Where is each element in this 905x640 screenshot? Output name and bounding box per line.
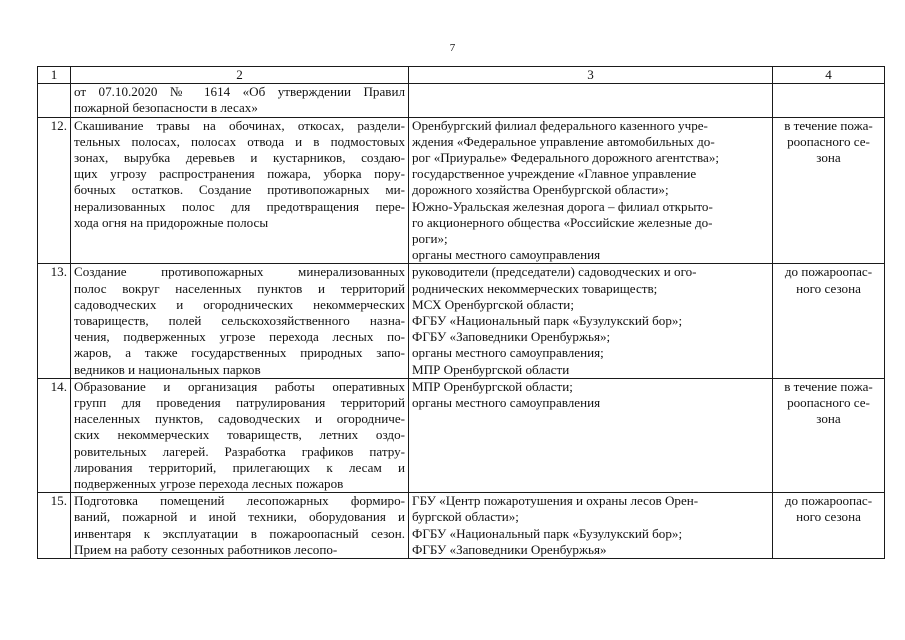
row-number: 13.: [38, 264, 71, 378]
responsible-cell: [409, 493, 773, 559]
responsible-cell-line: ждения «Федеральное управление автомобильных до-: [412, 133, 715, 149]
responsible-cell-line: ФГБУ «Заповедники Оренбуржья»;: [412, 329, 611, 345]
row-number: 12.: [38, 117, 71, 264]
activity-cell: [71, 264, 409, 378]
activity-cell: [71, 493, 409, 559]
term-cell: [773, 493, 885, 559]
responsible-cell-line: Южно-Уральская железная дорога – филиал открыто-: [412, 198, 713, 214]
activity-cell-line: населенных пунктов, садоводческих и огородниче-: [74, 411, 405, 427]
activity-cell-line: щих угрозу распространения пожара, уборка пору-: [74, 166, 405, 182]
responsible-cell-line: ФГБУ «Национальный парк «Бузулукский бор»;: [412, 525, 683, 541]
responsible-cell-line: бургской области»;: [412, 509, 519, 525]
activity-cell-line: Скашивание травы на обочинах, откосах, раздели-: [74, 117, 405, 133]
activity-cell-line: ских некоммерческих товариществ, летних оздо-: [74, 427, 405, 443]
responsible-cell-line: государственное учреждение «Главное управление: [412, 166, 697, 182]
responsible-cell-line: МПР Оренбургской области: [412, 361, 570, 377]
row-number: 14.: [38, 378, 71, 492]
term-cell-line: до пожароопас-: [784, 493, 873, 509]
activity-cell-line: лирования территорий, прилегающих к лесам и: [74, 459, 405, 475]
header-cell: 4: [773, 67, 885, 84]
responsible-cell-line: роднических некоммерческих товариществ;: [412, 280, 658, 296]
term-cell: [773, 84, 885, 117]
responsible-cell-line: органы местного самоуправления: [412, 395, 601, 411]
activity-cell-line: Прием на работу сезонных работников лесопо-: [74, 541, 338, 557]
activity-cell-line: тельных полосах, полосах отвода и в подмостовых: [74, 133, 405, 149]
activity-cell-line: пожарной безопасности в лесах»: [74, 100, 258, 116]
responsible-cell-line: ФГБУ «Национальный парк «Бузулукский бор»;: [412, 313, 683, 329]
activity-cell: [71, 84, 409, 117]
term-cell-line: в течение пожа-: [784, 117, 873, 133]
term-cell-line: ного сезона: [796, 509, 861, 525]
header-cell: 2: [71, 67, 409, 84]
activity-cell-line: хода огня на придорожные полосы: [74, 214, 269, 230]
activity-cell-line: Подготовка помещений лесопожарных формиро-: [74, 493, 405, 509]
responsible-cell-line: органы местного самоуправления;: [412, 345, 604, 361]
activity-cell-line: инвентаря к эксплуатации в пожароопасный сезон.: [74, 525, 405, 541]
responsible-cell-line: МСХ Оренбургской области;: [412, 296, 574, 312]
responsible-cell: [409, 84, 773, 117]
header-cell: 1: [38, 67, 71, 84]
row-number: [38, 84, 71, 117]
responsible-cell-line: руководители (председатели) садоводческих и ого-: [412, 264, 697, 280]
activity-cell-line: Создание противопожарных минерализованных: [74, 264, 405, 280]
table-row: [38, 117, 885, 264]
responsible-cell-line: ФГБУ «Заповедники Оренбуржья»: [412, 541, 607, 557]
responsible-cell-line: Оренбургский филиал федерального казенного учре-: [412, 117, 708, 133]
measures-table: [37, 66, 885, 559]
responsible-cell-line: органы местного самоуправления: [412, 247, 601, 263]
activity-cell-line: бочных остатков. Создание противопожарных ми-: [74, 182, 405, 198]
term-cell-line: ного сезона: [796, 280, 861, 296]
term-cell: [773, 264, 885, 378]
responsible-cell-line: роги»;: [412, 231, 448, 247]
activity-cell-line: групп для проведения патрулирования территорий: [74, 395, 405, 411]
activity-cell-line: чения, подверженных угрозе перехода лесных по-: [74, 329, 405, 345]
activity-cell: [71, 378, 409, 492]
activity-cell-line: Образование и организация работы оперативных: [74, 378, 405, 394]
activity-cell-line: ваний, пожарной и иной техники, оборудования и: [74, 509, 405, 525]
activity-cell-line: зонах, вырубка деревьев и кустарников, создаю-: [74, 150, 405, 166]
activity-cell-line: садоводческих и огороднических некоммерческих: [74, 296, 405, 312]
responsible-cell-line: рог «Приуралье» Федерального дорожного агентства»;: [412, 150, 719, 166]
responsible-cell-line: го акционерного общества «Российские железные до-: [412, 214, 713, 230]
activity-cell-line: от 07.10.2020 № 1614 «Об утверждении Правил: [74, 84, 405, 100]
term-cell: [773, 117, 885, 264]
responsible-cell: [409, 117, 773, 264]
term-cell-line: до пожароопас-: [784, 264, 873, 280]
activity-cell-line: ровительных лагерей. Разработка графиков патру-: [74, 443, 405, 459]
page-number: 7: [449, 42, 456, 54]
activity-cell-line: жаров, а также государственных природных запо-: [74, 345, 405, 361]
responsible-cell-line: ГБУ «Центр пожаротушения и охраны лесов Орен-: [412, 493, 699, 509]
activity-cell-line: нерализованных полос для предотвращения пере-: [74, 198, 405, 214]
responsible-cell-line: дорожного хозяйства Оренбургской области»;: [412, 182, 669, 198]
table-row: [38, 493, 885, 559]
responsible-cell: [409, 378, 773, 492]
table-row-continuation: [38, 84, 885, 117]
term-cell-line: роопасного се-: [787, 133, 870, 149]
table-row: [38, 264, 885, 378]
activity-cell-line: подверженных угрозе перехода лесных пожаров: [74, 476, 344, 492]
row-number: 15.: [38, 493, 71, 559]
header-cell: 3: [409, 67, 773, 84]
term-cell-line: зона: [816, 411, 841, 427]
responsible-cell: [409, 264, 773, 378]
responsible-cell-line: МПР Оренбургской области;: [412, 378, 573, 394]
term-cell-line: зона: [816, 150, 841, 166]
term-cell-line: роопасного се-: [787, 395, 870, 411]
table-row: [38, 378, 885, 492]
term-cell: [773, 378, 885, 492]
term-cell-line: в течение пожа-: [784, 378, 873, 394]
activity-cell-line: полос вокруг населенных пунктов и территорий: [74, 280, 405, 296]
table-header-row: [38, 67, 885, 84]
activity-cell: [71, 117, 409, 264]
activity-cell-line: ведников и национальных парков: [74, 361, 261, 377]
activity-cell-line: товариществ, полей сельскохозяйственного назна-: [74, 313, 405, 329]
